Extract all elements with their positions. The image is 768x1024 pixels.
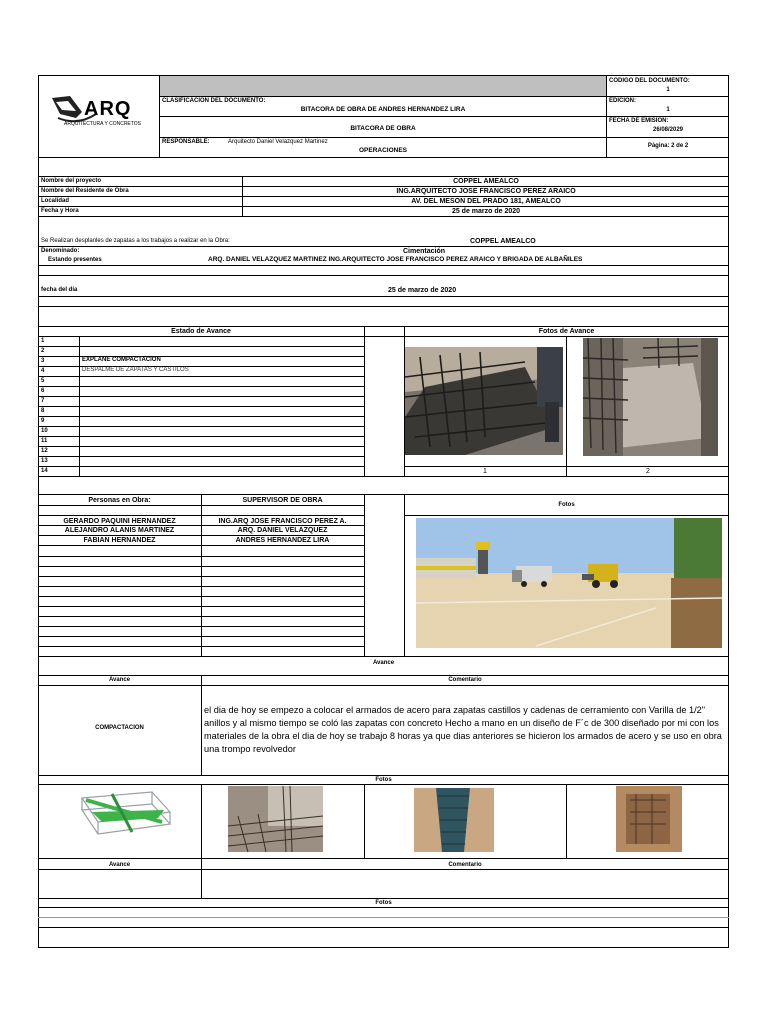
progress-photo-2 <box>583 338 718 456</box>
logo-name: ARQ <box>84 98 132 120</box>
department: OPERACIONES <box>358 147 408 154</box>
fecha-dia-label: fecha del día <box>41 287 78 293</box>
avance-row-line <box>38 396 364 397</box>
section2-col-avance: Avance <box>108 862 131 868</box>
personal-row-line <box>38 515 364 516</box>
resident-value: ING.ARQUITECTO JOSE FRANCISCO PEREZ ARAICO <box>396 188 576 195</box>
supervisor-header: SUPERVISOR DE OBRA <box>242 497 323 504</box>
structure-model-icon <box>72 788 172 844</box>
personal-row-line <box>38 525 364 526</box>
rebar-wall-photo <box>228 786 323 852</box>
avance-row-number: 1 <box>41 338 45 344</box>
avance-row4-text: DESPALME DE ZAPATAS Y CASTILOS <box>82 367 189 373</box>
location-label: Localidad <box>41 198 70 204</box>
personal-row-line <box>38 646 364 647</box>
structural-model-photo <box>72 788 172 844</box>
avance-row3-text: EXPLANE COMPACTACION <box>82 357 161 363</box>
header-gray-band <box>160 76 606 96</box>
section1-activity: COMPACTACION <box>95 725 144 731</box>
supervisor-1: ARQ. DANIEL VELAZQUEZ <box>237 527 328 534</box>
avance-row-number: 14 <box>41 468 48 474</box>
section1-col-comment: Comentario <box>448 677 482 683</box>
edition-label: EDICION: <box>609 98 636 104</box>
intro-label: Se Realizan desplanles de zapatas a los trabajos a realizar en la Obra: <box>41 238 230 244</box>
person-2: FABIAN HERNANDEZ <box>83 537 156 544</box>
code-value: 1 <box>666 87 670 93</box>
datetime-label: Fecha y Hora <box>41 208 79 214</box>
person-0: GERARDO PAQUINI HERNANDEZ <box>63 518 176 525</box>
responsable-value: Arquitecto Daniel Velazquez Martinez <box>228 139 328 145</box>
presentes-value: ARQ. DANIEL VELAZQUEZ MARTINEZ ING.ARQUITECTO JOSE FRANCISCO PEREZ ARAICO Y BRIGADA DE ALBAÑILES <box>208 256 583 263</box>
denominado-value: Cimentación <box>403 248 446 255</box>
code-label: CODIGO DEL DOCUMENTO: <box>609 78 690 84</box>
section1-title: Avance <box>372 660 395 666</box>
avance-row-number: 3 <box>41 358 45 364</box>
supervisor-0: ING.ARQ JOSE FRANCISCO PEREZ A. <box>218 518 347 525</box>
person-1: ALEJANDRO ALANIS MARTINEZ <box>64 527 175 534</box>
avance-row-number: 6 <box>41 388 45 394</box>
responsable-label: RESPONSABLE: <box>162 139 210 145</box>
construction-site-photo-icon <box>416 518 722 648</box>
progress-photo-1 <box>405 347 563 455</box>
avance-row-line <box>38 406 364 407</box>
avance-row-number: 13 <box>41 458 48 464</box>
section2-photos-header: Fotos <box>375 900 392 906</box>
rebar-wall-photo-icon <box>228 786 323 852</box>
classification-value: BITACORA DE OBRA DE ANDRES HERNANDEZ LIRA <box>300 106 466 113</box>
rebar-photo-icon <box>405 347 563 455</box>
section1-col-avance: Avance <box>108 677 131 683</box>
document-type: BITACORA DE OBRA <box>350 125 416 132</box>
avance-row-line <box>38 416 364 417</box>
avance-row-line <box>38 446 364 447</box>
section1-photos-header: Fotos <box>375 777 392 783</box>
avance-row-number: 7 <box>41 398 45 404</box>
personal-header: Personas en Obra: <box>88 497 151 504</box>
personal-row-line <box>38 586 364 587</box>
personal-row-line <box>38 545 364 546</box>
intro-value: COPPEL AMEALCO <box>470 238 536 245</box>
trench-rebar-photo-icon <box>414 788 494 852</box>
personal-row-line <box>38 576 364 577</box>
datetime-value: 25 de marzo de 2020 <box>451 208 521 215</box>
rebar-cage-photo-icon <box>583 338 718 456</box>
avance-row-number: 12 <box>41 448 48 454</box>
denominado-label: Denominado: <box>41 248 80 254</box>
avance-row-number: 2 <box>41 348 45 354</box>
date-label: FECHA DE EMISION: <box>609 118 669 124</box>
project-name-value: COPPEL AMEALCO <box>453 178 519 185</box>
excavation-photo-icon <box>616 786 682 852</box>
avance-row-line <box>38 386 364 387</box>
site-photo <box>416 518 722 648</box>
page-label: Página: 2 de 2 <box>647 143 689 149</box>
avance-header: Estado de Avance <box>171 328 231 335</box>
personal-row-line <box>38 636 364 637</box>
avance-row-number: 4 <box>41 368 45 374</box>
section2-col-comment: Comentario <box>448 862 482 868</box>
avance-row-line <box>38 466 364 467</box>
personal-row-line <box>38 566 364 567</box>
avance-row-line <box>38 346 364 347</box>
location-value: AV. DEL MESON DEL PRADO 181, AMEALCO <box>411 198 561 205</box>
resident-label: Nombre del Residente de Obra <box>41 188 129 194</box>
avance-row-number: 5 <box>41 378 45 384</box>
personal-row-line <box>38 535 364 536</box>
avance-row-number: 9 <box>41 418 45 424</box>
supervisor-2: ANDRES HERNANDEZ LIRA <box>235 537 330 544</box>
photo-1-caption: 1 <box>483 468 487 475</box>
personal-photos-header: Fotos <box>558 502 575 508</box>
personal-row-line <box>38 616 364 617</box>
avance-row-line <box>38 456 364 457</box>
trench-rebar-photo <box>414 788 494 852</box>
avance-photos-header: Fotos de Avance <box>538 328 595 335</box>
edition-value: 1 <box>666 107 670 113</box>
project-name-label: Nombre del proyecto <box>41 178 102 184</box>
avance-row-number: 10 <box>41 428 48 434</box>
avance-row-number: 11 <box>41 438 48 444</box>
presentes-label: Estando presentes <box>48 257 102 263</box>
avance-row-line <box>38 436 364 437</box>
fecha-dia-value: 25 de marzo de 2020 <box>388 287 457 294</box>
personal-row-line <box>38 606 364 607</box>
photo-2-caption: 2 <box>646 468 650 475</box>
date-value: 26/08/2029 <box>652 127 684 133</box>
avance-row-number: 8 <box>41 408 45 414</box>
logo-subtitle: ARQUITECTURA Y CONCRETOS <box>64 121 141 127</box>
personal-row-line <box>38 556 364 557</box>
personal-row-line <box>38 626 364 627</box>
personal-row-line <box>38 596 364 597</box>
avance-row-line <box>38 426 364 427</box>
excavation-photo <box>616 786 682 852</box>
avance-row-line <box>38 376 364 377</box>
section1-comment: el dia de hoy se empezo a colocar el armados de acero para zapatas castillos y cadenas de cerramiento con Varilla de 1/2" anillos y al mismo tiempo se coló las zapatas con concreto Hecho a mano en un diseño de F´c de 300 diseñado por mi con los materiales de la obra el dia de hoy se trabajo 8 horas ya que dias anteriores se hicieron los armados de acero y se uso en obra una trompo revolvedor <box>204 705 722 754</box>
classification-label: CLASIFICACION DEL DOCUMENTO: <box>162 98 266 104</box>
